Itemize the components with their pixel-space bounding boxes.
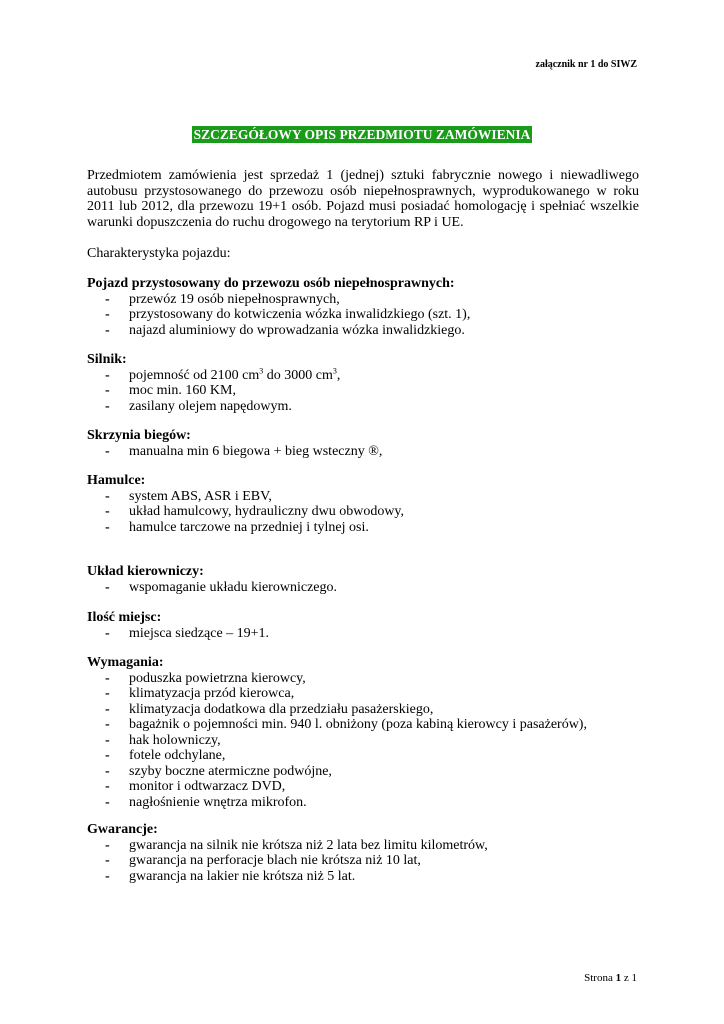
dash-bullet: - xyxy=(105,398,110,414)
list-item: - hamulce tarczowe na przedniej i tylnej osi. xyxy=(105,519,369,535)
section-list xyxy=(87,838,488,885)
dash-bullet: - xyxy=(105,504,110,519)
section-list xyxy=(87,626,269,642)
list-item: - szyby boczne atermiczne podwójne, xyxy=(105,763,332,779)
page-word: Strona xyxy=(584,972,613,984)
dash-bullet: - xyxy=(105,853,110,868)
section-heading: Wymagania: xyxy=(87,655,164,670)
section-heading: Skrzynia biegów: xyxy=(87,428,191,443)
section-heading: Ilość miejsc: xyxy=(87,610,162,625)
page-total: 1 xyxy=(631,972,637,984)
list-item: - nagłośnienie wnętrza mikrofon. xyxy=(105,794,307,810)
dash-bullet: - xyxy=(105,443,110,459)
dash-bullet: - xyxy=(105,322,110,338)
list-item: - manualna min 6 biegowa + bieg wsteczny ®, xyxy=(105,443,383,459)
list-item xyxy=(87,365,341,384)
dash-bullet: - xyxy=(105,670,110,686)
section-heading: Silnik: xyxy=(87,352,127,367)
section-heading: Hamulce: xyxy=(87,473,146,488)
list-item: - zasilany olejem napędowym. xyxy=(105,398,292,414)
dash-bullet: - xyxy=(105,519,110,535)
list-item: - wspomaganie układu kierowniczego. xyxy=(105,579,337,595)
document-title: SZCZEGÓŁOWY OPIS PRZEDMIOTU ZAMÓWIENIA xyxy=(193,127,531,142)
vehicle-characteristics-lead: Charakterystyka pojazdu: xyxy=(87,246,231,261)
dash-bullet: - xyxy=(105,837,110,853)
engine-capacity-text: pojemność od 2100 $cm^3$ do 3000 $cm^3$, xyxy=(129,365,341,383)
section-list xyxy=(87,365,341,415)
list-item: - miejsca siedzące – 19+1. xyxy=(105,625,270,641)
section-heading: Gwarancje: xyxy=(87,822,158,837)
section-list xyxy=(87,671,587,811)
section-warranty xyxy=(87,822,488,884)
list-item: - przewóz 19 osób niepełnosprawnych, xyxy=(105,291,340,307)
dash-bullet: - xyxy=(105,779,110,794)
list-item: - przystosowany do kotwiczenia wózka inwalidzkiego (szt. 1), xyxy=(105,307,471,322)
section-requirements xyxy=(87,655,587,810)
list-item: - klimatyzacja dodatkowa dla przedziału pasażerskiego, xyxy=(105,701,434,717)
dash-bullet: - xyxy=(105,686,110,701)
dash-bullet: - xyxy=(105,383,110,398)
list-item: - poduszka powietrzna kierowcy, xyxy=(105,670,306,686)
list-item: - klimatyzacja przód kierowca, xyxy=(105,686,295,701)
list-item: - bagażnik o pojemności min. 940 l. obniżony (poza kabiną kierowcy i pasażerów), xyxy=(105,717,587,732)
section-list xyxy=(87,444,382,460)
dash-bullet: - xyxy=(105,748,110,763)
list-item: - hak holowniczy, xyxy=(105,732,221,748)
page-number xyxy=(584,972,637,984)
dash-bullet: - xyxy=(105,625,110,641)
section-engine xyxy=(87,352,340,414)
dash-bullet: - xyxy=(105,732,110,748)
dash-bullet: - xyxy=(105,291,110,307)
list-item: - system ABS, ASR i EBV, xyxy=(105,488,272,504)
list-item: - najazd aluminiowy do wprowadzania wózka inwalidzkiego. xyxy=(105,322,465,338)
section-list xyxy=(87,489,404,536)
dash-bullet: - xyxy=(105,488,110,504)
dash-bullet: - xyxy=(105,307,110,322)
dash-bullet: - xyxy=(105,701,110,717)
annex-label: załącznik nr 1 do SIWZ xyxy=(535,59,637,70)
list-item: - gwarancja na silnik nie krótsza niż 2 lata bez limitu kilometrów, xyxy=(105,837,488,853)
list-item: - gwarancja na lakier nie krótsza niż 5 lat. xyxy=(105,868,356,884)
dash-bullet: - xyxy=(105,717,110,732)
dash-bullet: - xyxy=(105,579,110,595)
list-item: - moc min. 160 KM, xyxy=(105,383,236,398)
section-gearbox xyxy=(87,428,382,459)
section-steering xyxy=(87,564,337,595)
page-of: z xyxy=(623,972,629,984)
section-heading: Pojazd przystosowany do przewozu osób niepełnosprawnych: xyxy=(87,276,455,291)
document-title-wrapper xyxy=(0,126,724,144)
dash-bullet: - xyxy=(105,868,110,884)
page-current: 1 xyxy=(615,972,622,984)
list-item: - układ hamulcowy, hydrauliczny dwu obwodowy, xyxy=(105,504,405,519)
section-list xyxy=(87,580,337,596)
intro-paragraph: Przedmiotem zamówienia jest sprzedaż 1 (jednej) sztuki fabrycznie nowego i niewadliwego autobusu przystosowanego do przewozu osób niepełnosprawnych, wyprodukowanego w roku 2011 lub 2012, dla przewozu 19+1 osób. Pojazd musi posiadać homologację i spełniać wszelkie warunki dopuszczenia do ruchu drogowego na terytorium RP i UE. xyxy=(87,168,639,230)
section-vehicle-adaptation xyxy=(87,276,470,338)
dash-bullet: - xyxy=(105,367,110,383)
section-heading: Układ kierowniczy: xyxy=(87,564,204,579)
section-seats xyxy=(87,610,269,641)
dash-bullet: - xyxy=(105,794,110,810)
dash-bullet: - xyxy=(105,763,110,779)
list-item: - gwarancja na perforacje blach nie krótsza niż 10 lat, xyxy=(105,853,421,868)
list-item: - fotele odchylane, xyxy=(105,748,226,763)
section-brakes xyxy=(87,473,404,535)
list-item: - monitor i odtwarzacz DVD, xyxy=(105,779,286,794)
section-list xyxy=(87,292,470,339)
